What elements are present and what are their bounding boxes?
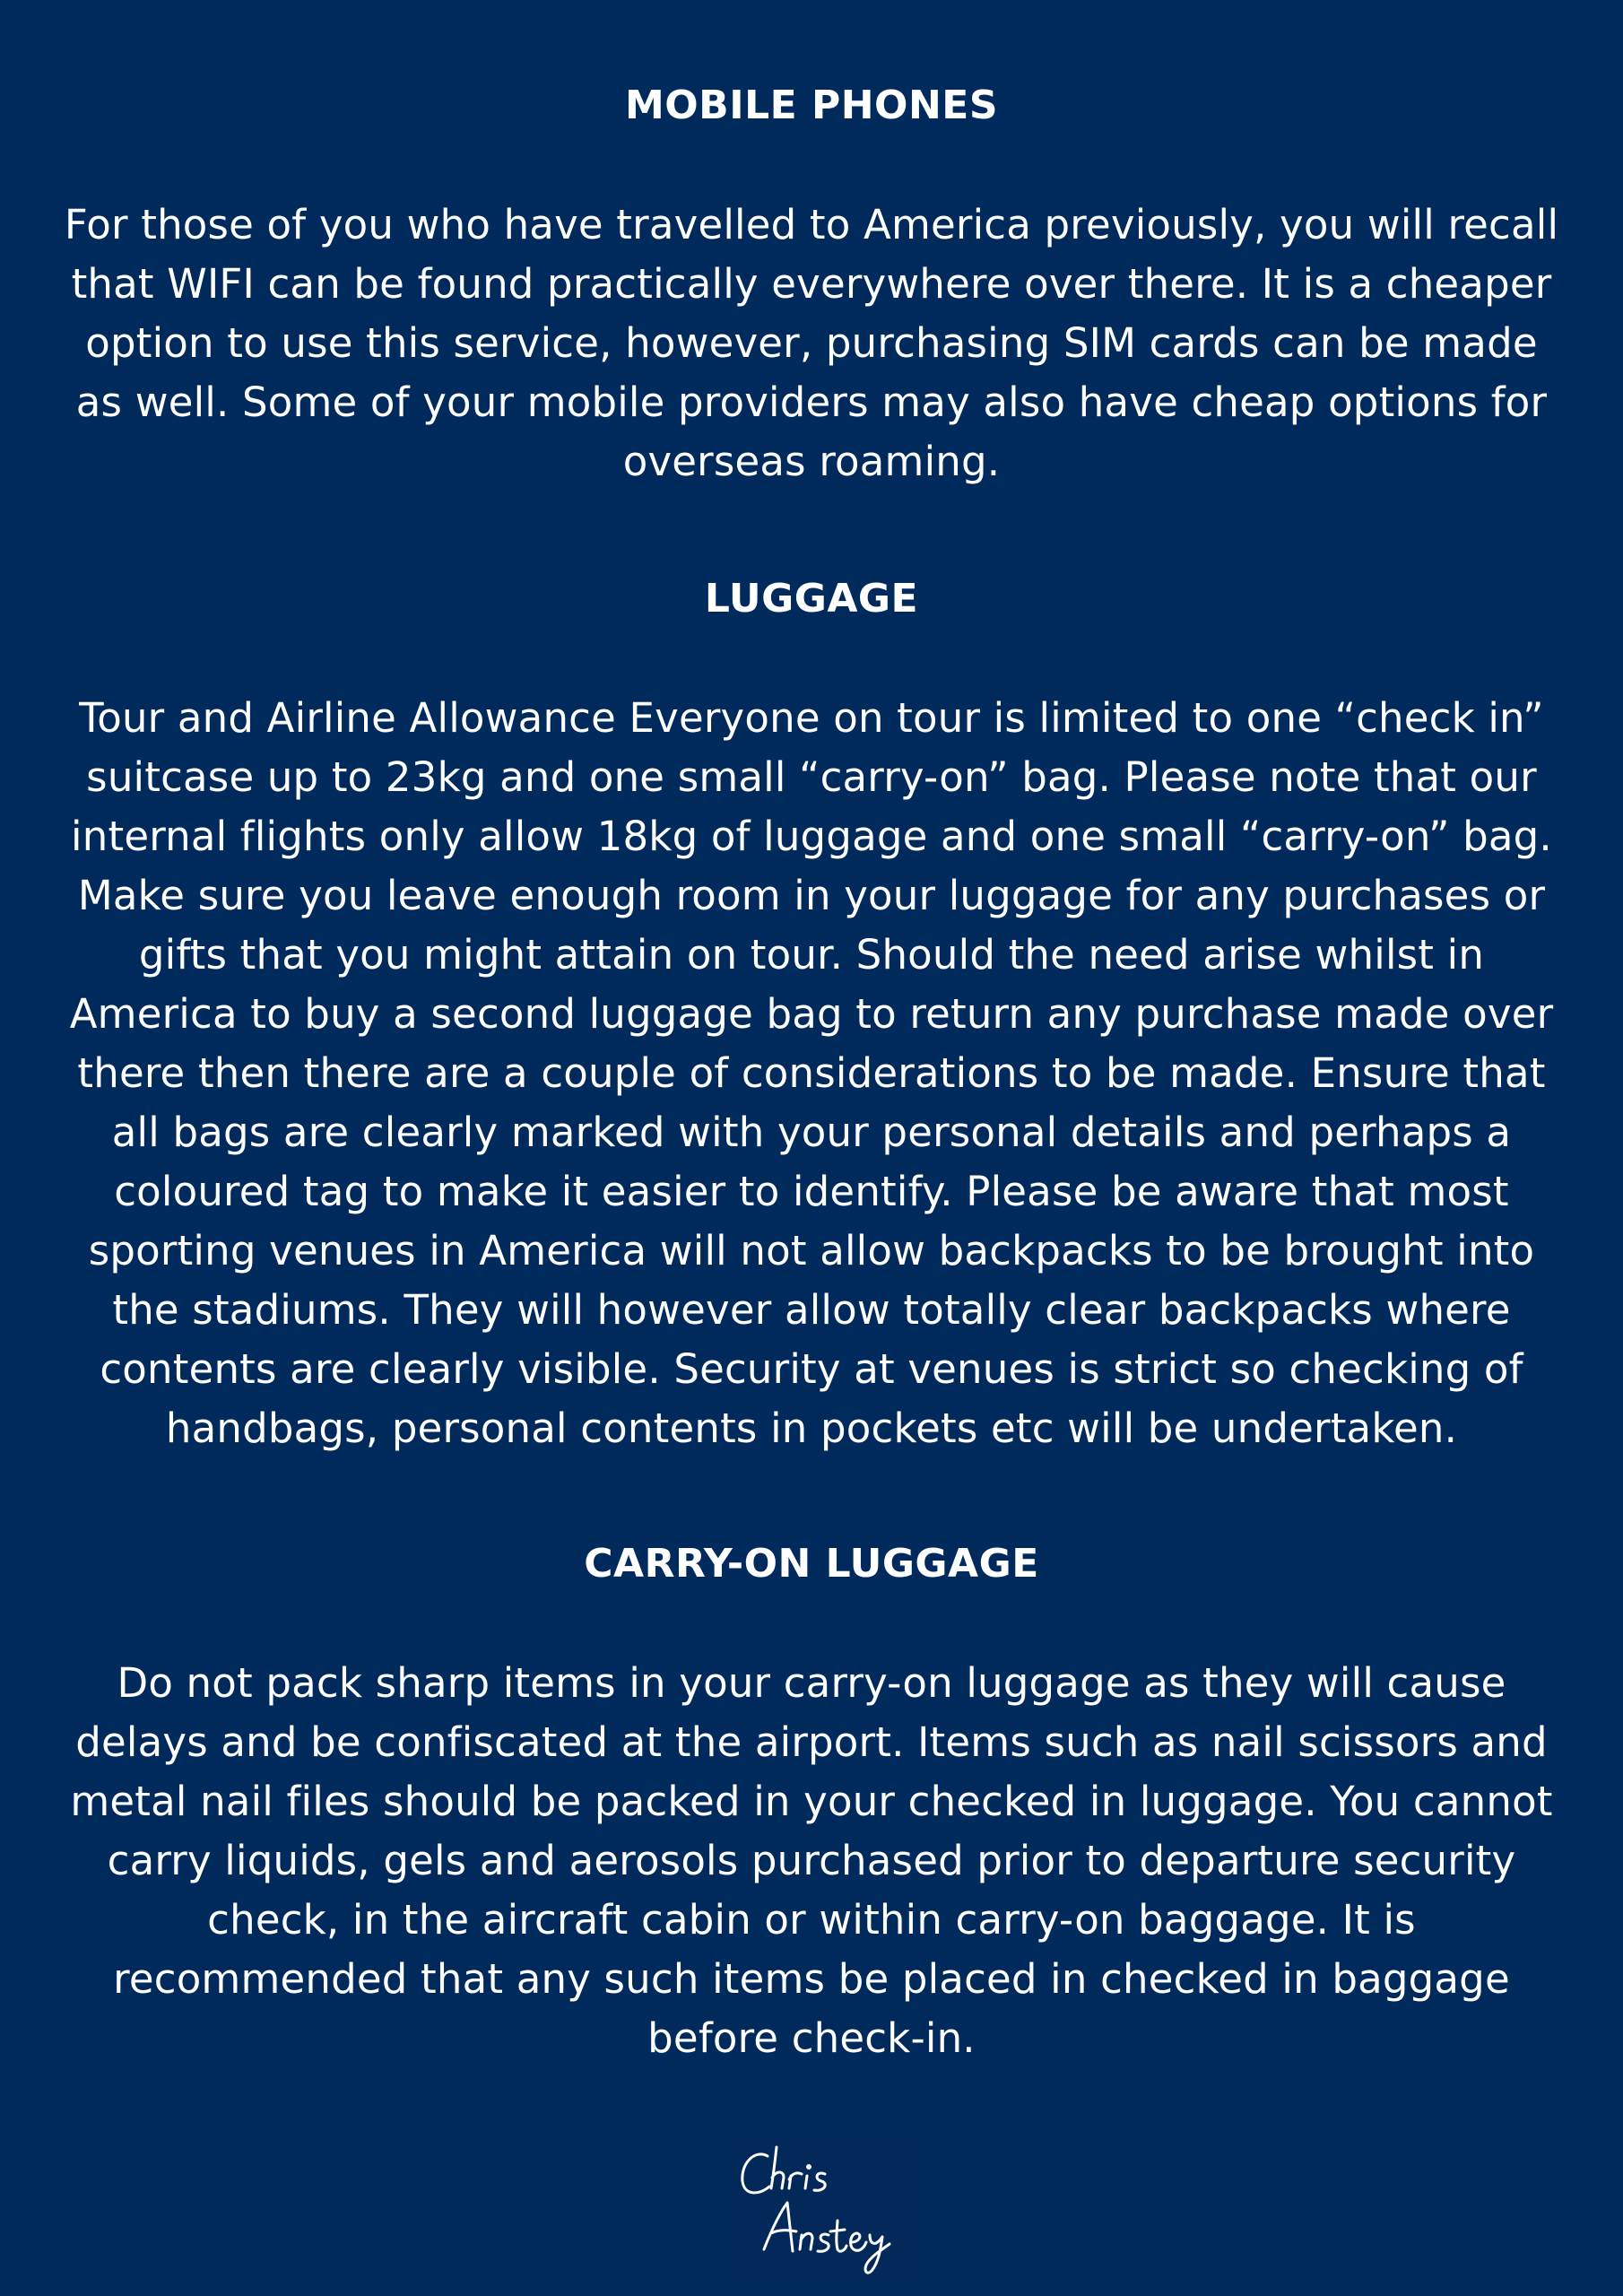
signature-icon [728, 2136, 916, 2280]
section-body: Tour and Airline Allowance Everyone on tour is limited to one “check in” suitcase up to 23kg and one small “carry-on” bag. Please note that our internal flights only allow 18kg of luggage and one small “carry-on” bag. Make sure you leave enough room in your luggage for any purchases or gifts that you might attain on tour. Should the need arise whilst in America to buy a second luggage bag to return any purchase made over there then there are a couple of considerations to be made. Ensure that all bags are clearly marked with your personal details and perhaps a coloured tag to make it easier to identify. Please be aware that most sporting venues in America will not allow backpacks to be brought into the stadiums. They will however allow totally clear backpacks where contents are clearly visible. Security at venues is strict so checking of handbags, personal contents in pockets etc will be undertaken. [69, 694, 1554, 1452]
section-heading: CARRY-ON LUGGAGE [584, 1541, 1039, 1587]
section-body: Do not pack sharp items in your carry-on luggage as they will cause delays and be confiscated at the airport. Items such as nail scissors and metal nail files should be packed in your checked in luggage. You cannot carry liquids, gels and aerosols purchased prior to departure security check, in the aircraft cabin or within carry-on baggage. It is recommended that any such items be placed in checked in baggage before check-in. [70, 1659, 1553, 2062]
section-heading: MOBILE PHONES [624, 83, 999, 128]
section-mobile-phones [59, 81, 1564, 491]
section-luggage [59, 574, 1564, 1458]
section-carry-on-luggage [59, 1539, 1564, 2068]
section-heading: LUGGAGE [704, 576, 919, 622]
signature-logo [728, 2136, 916, 2280]
section-body: For those of you who have travelled to America previously, you will recall that WIFI can be found practically everywhere over there. It is a cheaper option to use this service, however, purchasing SIM cards can be made as well. Some of your mobile providers may also have cheap options for overseas roaming. [64, 201, 1559, 485]
